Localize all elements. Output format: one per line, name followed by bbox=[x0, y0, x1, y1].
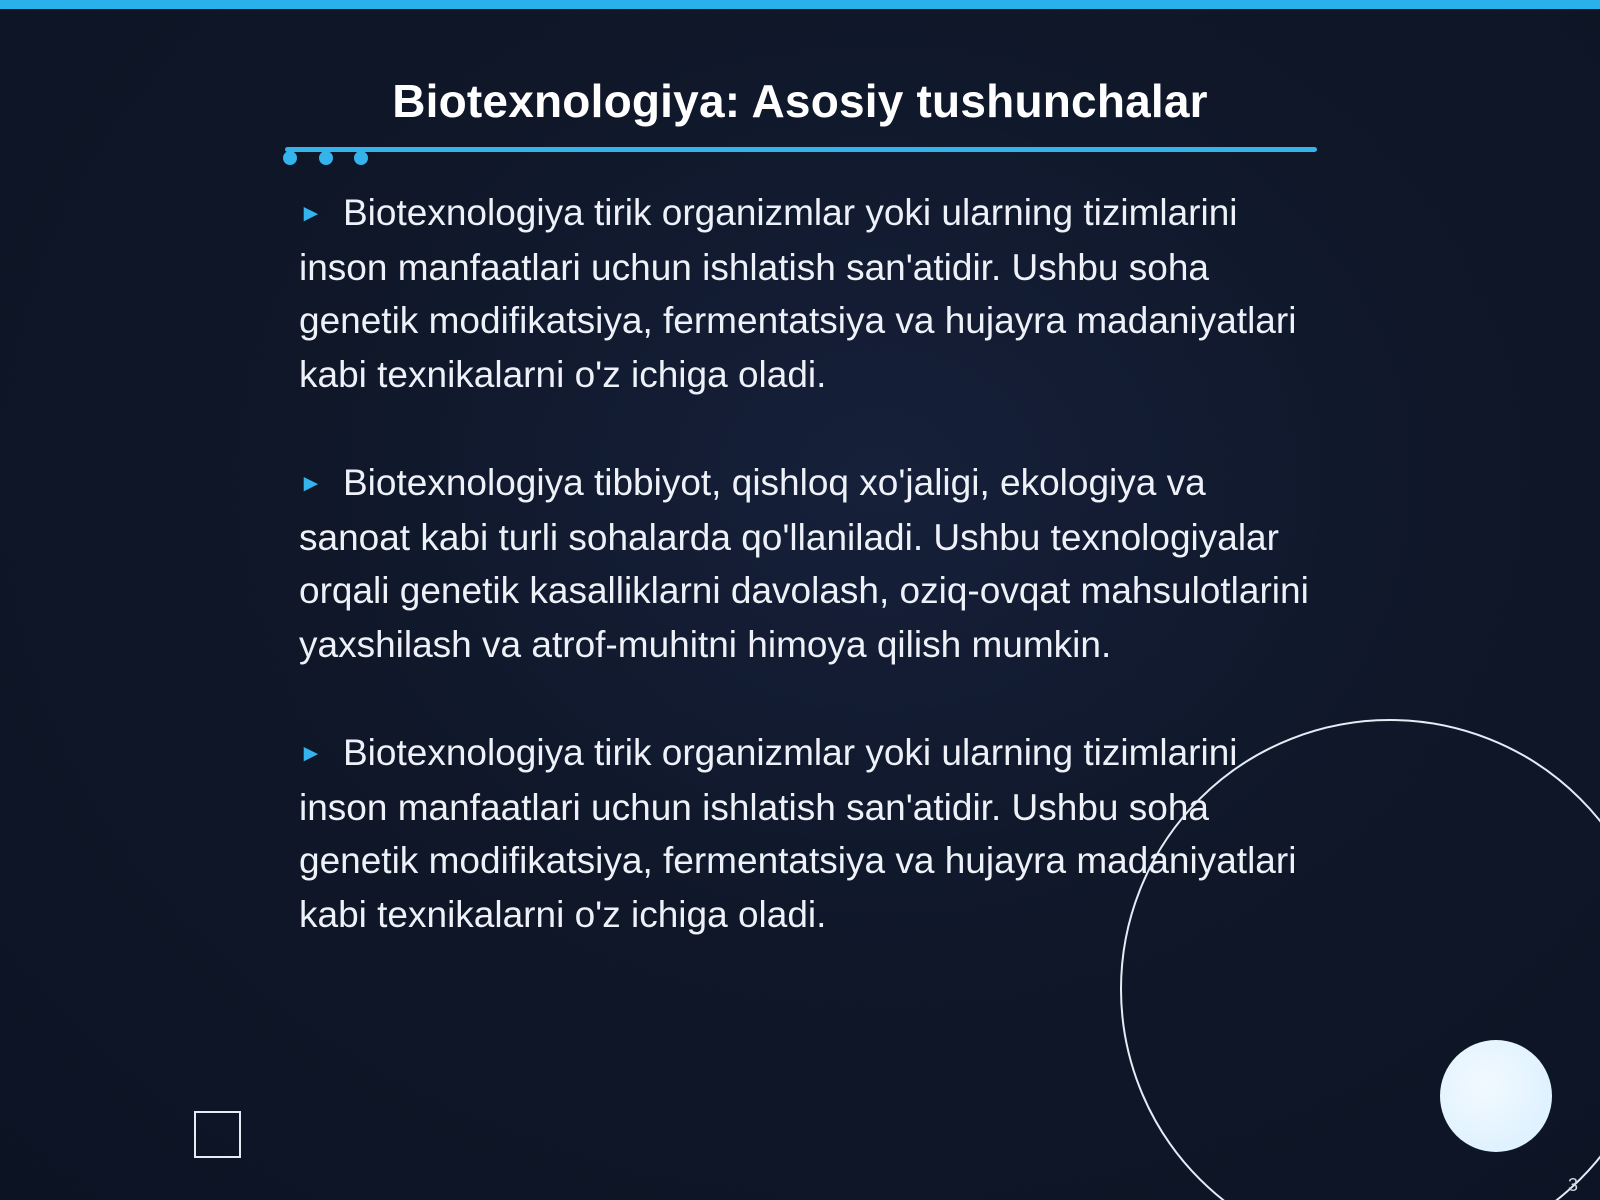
title-dot-1 bbox=[283, 151, 297, 165]
page-number: 3 bbox=[1567, 1175, 1578, 1195]
title-dot-3 bbox=[354, 151, 368, 165]
bullet-text-1: Biotexnologiya tirik organizmlar yoki ularning tizimlarini inson manfaatlari uchun ishlatish san'atidir. Ushbu soha genetik modifikatsiya, fermentatsiya va hujayra madaniyatlari kabi texnikalarni o'z ichiga oladi. bbox=[299, 192, 1297, 395]
bullet-text-3: Biotexnologiya tirik organizmlar yoki ularning tizimlarini inson manfaatlari uchun ishlatish san'atidir. Ushbu soha genetik modifikatsiya, fermentatsiya va hujayra madaniyatlari kabi texnikalarni o'z ichiga oladi. bbox=[299, 732, 1297, 935]
bullet-arrow-icon: ► bbox=[299, 470, 323, 497]
top-accent-bar bbox=[0, 0, 1600, 9]
bullet-arrow-icon: ► bbox=[299, 200, 323, 227]
slide-title: Biotexnologiya: Asosiy tushunchalar bbox=[392, 75, 1208, 127]
bullet-item-2 bbox=[299, 456, 1319, 671]
bullet-arrow-icon: ► bbox=[299, 740, 323, 767]
decorative-disc bbox=[1440, 1040, 1552, 1152]
title-underline bbox=[285, 147, 1317, 152]
decorative-square-outline bbox=[194, 1111, 241, 1158]
bullet-item-1 bbox=[299, 186, 1319, 401]
title-dot-2 bbox=[319, 151, 333, 165]
bullet-text-2: Biotexnologiya tibbiyot, qishloq xo'jaligi, ekologiya va sanoat kabi turli sohalarda qo'llaniladi. Ushbu texnologiyalar orqali genetik kasalliklarni davolash, oziq-ovqat mahsulotlarini yaxshilash va atrof-muhitni himoya qilish mumkin. bbox=[299, 462, 1309, 665]
